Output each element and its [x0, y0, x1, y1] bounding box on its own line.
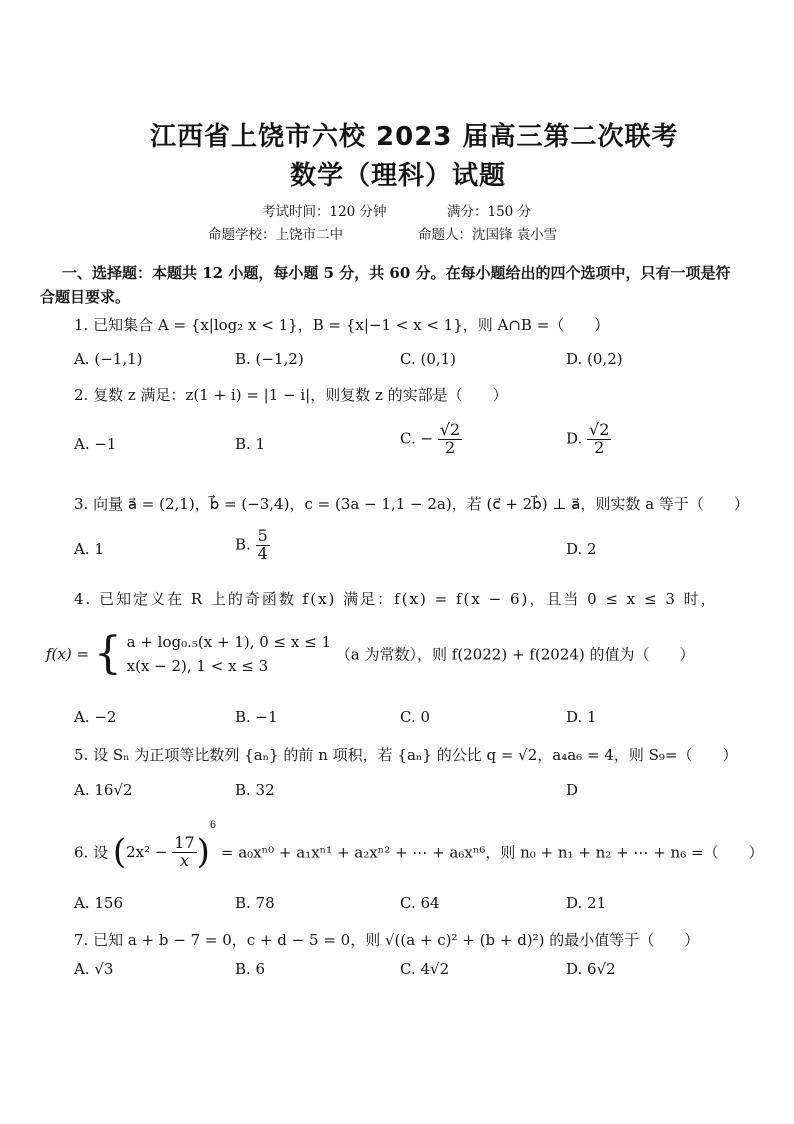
question-7-text: 7. 已知 a + b − 7 = 0，c + d − 5 = 0，则 √((a + c)² + (b + d)²) 的最小值等于（ ）: [74, 931, 700, 949]
exam-time: 考试时间：120 分钟: [262, 204, 387, 220]
question-3-text: 3. 向量 a⃗ = (2,1)，b⃗ = (−3,4)，c = (3a − 1,1 − 2a)，若 (c⃗ + 2b⃗) ⊥ a⃗，则实数 a 等于（ ）: [74, 495, 749, 513]
question-6-option-b: B. 78: [235, 894, 275, 912]
question-4-text: 4. 已知定义在 R 上的奇函数 f(x) 满足：f(x) = f(x − 6)，且当 0 ≤ x ≤ 3 时，: [74, 590, 718, 608]
section-instructions-line1: 一、选择题：本题共 12 小题，每小题 5 分，共 60 分。在每小题给出的四个选项中，只有一项是符: [62, 264, 731, 282]
question-6-option-a: A. 156: [74, 894, 123, 912]
question-4-option-c: C. 0: [400, 708, 431, 726]
question-2-text: 2. 复数 z 满足：z(1 + i) = |1 − i|，则复数 z 的实部是（ ）: [74, 386, 508, 404]
question-3-option-a: A. 1: [74, 540, 104, 558]
exam-subtitle: 数学（理科）试题: [290, 161, 507, 191]
question-6-option-d: D. 21: [566, 894, 607, 912]
section-instructions-line2: 合题目要求。: [40, 288, 131, 306]
question-1-option-b: B. (−1,2): [235, 350, 304, 368]
exam-school: 命题学校：上饶市二中: [208, 227, 343, 243]
question-4-option-a: A. −2: [74, 708, 117, 726]
question-5-option-d: D: [566, 781, 579, 799]
question-3-option-b: B. $\frac{5}{4}$: [235, 526, 268, 563]
exam-authors: 命题人：沈国锋 袁小雪: [418, 227, 558, 243]
question-4-piecewise: f(x) = { a + log₀.₅(x + 1), 0 ≤ x ≤ 1 x(x − 2), 1 < x ≤ 3 （a 为常数），则 f(2022) + f(2024) 的值为（ ）: [46, 628, 695, 679]
question-5-option-a: A. 16√2: [74, 781, 133, 799]
question-2-option-d: D. $\frac{√2}{2}$: [566, 420, 610, 457]
question-3-option-d: D. 2: [566, 540, 597, 558]
piecewise-brace-icon: {: [93, 628, 122, 679]
question-7-option-b: B. 6: [235, 960, 266, 978]
exam-score: 满分：150 分: [447, 204, 532, 220]
question-4-option-d: D. 1: [566, 708, 597, 726]
question-2-option-a: A. −1: [74, 435, 117, 453]
question-2-option-b: B. 1: [235, 435, 266, 453]
exam-title: 江西省上饶市六校 2023 届高三第二次联考: [150, 122, 679, 152]
question-6-option-c: C. 64: [400, 894, 440, 912]
question-1-option-d: D. (0,2): [566, 350, 623, 368]
question-7-option-c: C. 4√2: [400, 960, 450, 978]
question-1-option-c: C. (0,1): [400, 350, 457, 368]
question-4-option-b: B. −1: [235, 708, 278, 726]
question-7-option-d: D. 6√2: [566, 960, 616, 978]
question-5-option-b: B. 32: [235, 781, 275, 799]
question-6-text: 6. 设 (2x² − $\frac{17}{x}$ )$^6$ = a₀xⁿ⁰ + a₁xⁿ¹ + a₂xⁿ² + ⋯ + a₆xⁿ⁶，则 n₀ + n₁ + n₂ + ⋯ + n₆ =（ ）: [74, 820, 764, 872]
question-1-text: 1. 已知集合 A = {x|log₂ x < 1}，B = {x|−1 < x < 1}，则 A∩B =（ ）: [74, 316, 610, 334]
question-5-text: 5. 设 Sₙ 为正项等比数列 {aₙ} 的前 n 项积，若 {aₙ} 的公比 q = √2，a₄a₆ = 4，则 S₉=（ ）: [74, 746, 738, 764]
question-7-option-a: A. √3: [74, 960, 114, 978]
question-1-option-a: A. (−1,1): [74, 350, 143, 368]
question-2-option-c: C. − $\frac{√2}{2}$: [400, 420, 461, 457]
